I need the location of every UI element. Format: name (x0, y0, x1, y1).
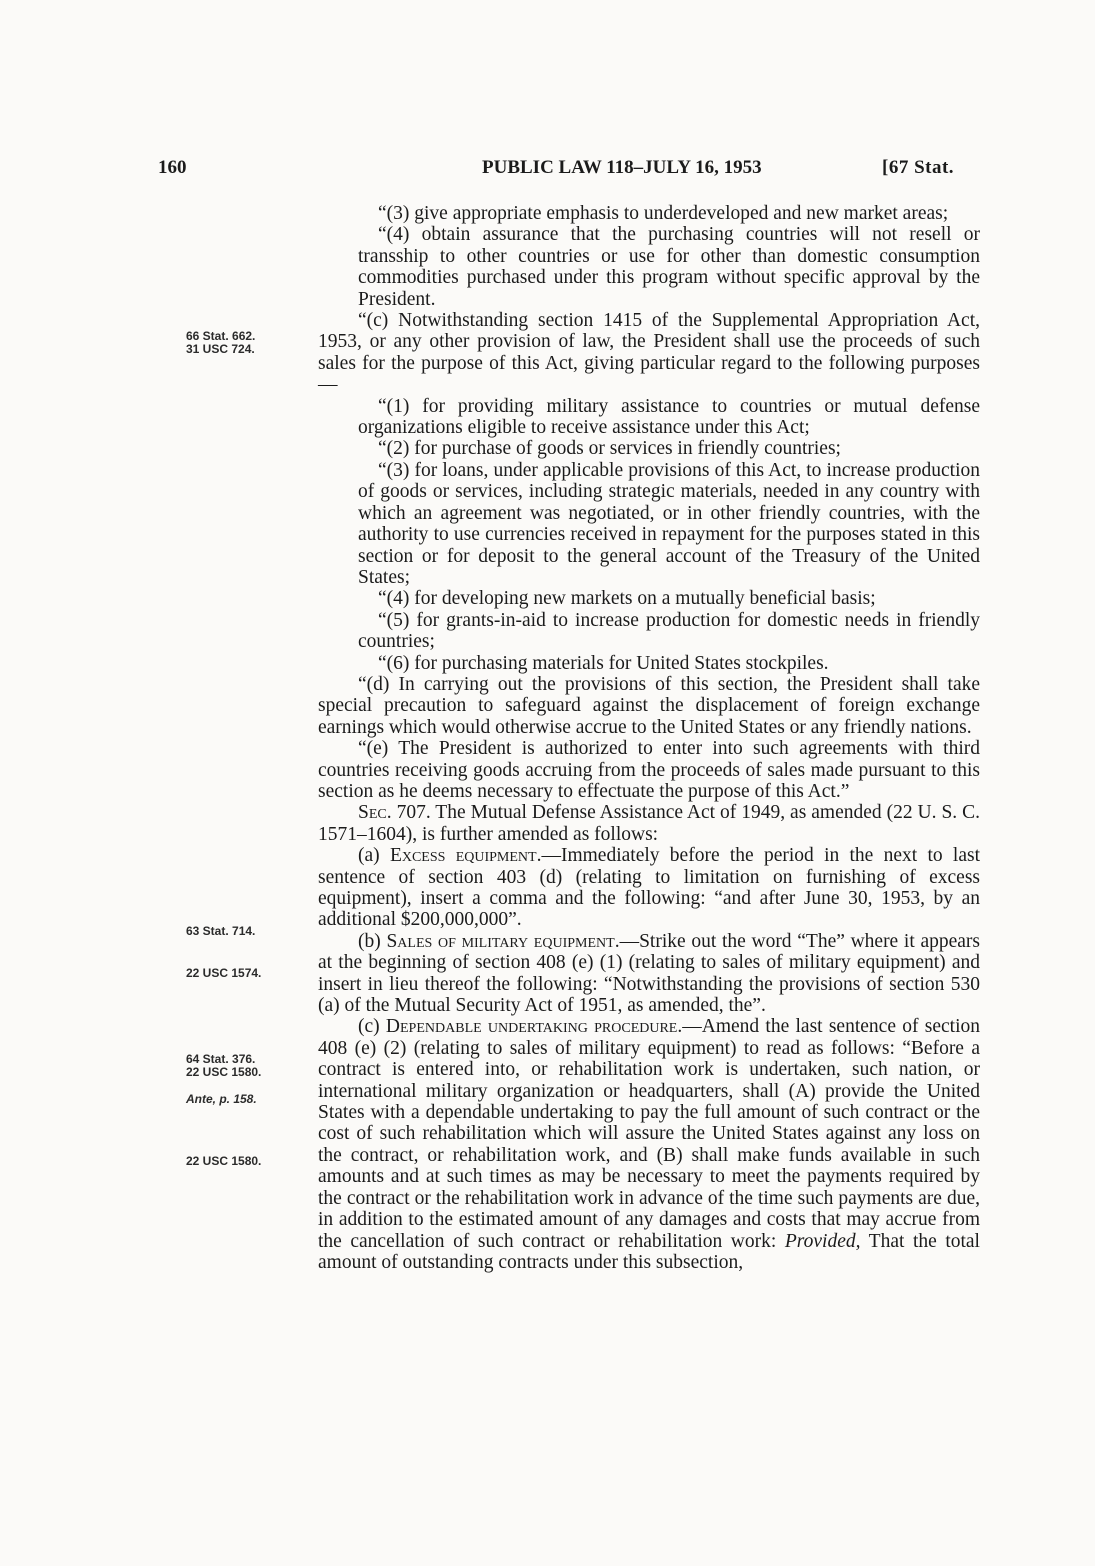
margin-note: Ante, p. 158. (186, 1092, 257, 1106)
margin-note: 66 Stat. 662. 31 USC 724. (186, 329, 256, 356)
amendment-a: (a) Excess equipment.—Immediately before the period in the next to last sentence of section 403 (d) (relating to limitation on furnishing of excess equipment), insert a comma and the following: “and after June 30, 1953, by an additional $200,000,000”. (318, 845, 981, 931)
amendment-heading: Dependable undertaking procedure. (385, 1016, 683, 1038)
amendment-c: (c) Dependable undertaking procedure.—Amend the last sentence of section 408 (e) (2) (relating to sales of military equipment) to read as follows: “Before a contract is entered into, or rehabilitation work is undertaken, such nation, or international military organization or headquarters, shall (A) provide the United States with a dependable undertaking to pay the full amount of such contract or the cost of such rehabilitation which will assure the United States against any loss on the contract, or rehabilitation work, and (B) shall make funds available in such amounts and at such times as may be necessary to meet the payments required by the contract or the rehabilitation work in advance of the time such payments are due, in addition to the estimated amount of any damages and costs that may accrue from the cancellation of such contract or rehabilitation work: Provided, That the total amount of outstanding contracts under this subsection, (318, 1016, 980, 1273)
statute-reference: [67 Stat. (882, 157, 955, 178)
subsection-e: “(e) The President is authorized to enter into such agreements with third countries receiving goods accruing from the proceeds of sales made pursuant to this section as he deems necessary to effectuate the purpose of this Act.” (318, 738, 980, 802)
purpose-6: “(6) for purchasing materials for United States stockpiles. (378, 652, 829, 674)
margin-note: 64 Stat. 376. 22 USC 1580. (186, 1052, 262, 1079)
amendment-heading: Excess equipment. (389, 845, 542, 867)
clause-b3: “(3) give appropriate emphasis to underdeveloped and new market areas; (378, 203, 949, 224)
section-707: Sec. 707. The Mutual Defense Assistance Act of 1949, as amended (22 U. S. C. 1571–1604), is further amended as follows: (318, 802, 980, 845)
purpose-5: “(5) for grants-in-aid to increase production for domestic needs in friendly countries; (358, 609, 980, 653)
page-header (0, 157, 1095, 187)
margin-note: 22 USC 1574. (186, 966, 262, 980)
subsection-c: “(c) Notwithstanding section 1415 of the Supplemental Appropriation Act, 1953, or any other provision of law, the President shall use the proceeds of such sales for the purpose of this Act, giving particular regard to the following purposes— (318, 310, 980, 396)
section-label: Sec. (358, 802, 392, 824)
amendment-heading: Sales of military equipment. (386, 930, 620, 952)
subsection-d: “(d) In carrying out the provisions of this section, the President shall take special precaution to safeguard against the displacement of foreign exchange earnings which would otherwise accrue to the United States or any friendly nations. (318, 673, 980, 738)
running-title: PUBLIC LAW 118–JULY 16, 1953 (482, 157, 762, 178)
page-number: 160 (158, 157, 187, 178)
margin-note: 63 Stat. 714. (186, 924, 256, 938)
clause-b4: “(4) obtain assurance that the purchasing countries will not resell or transship to other countries or use for other than domestic consumption commodities purchased under this program without specific approval by the President. (358, 224, 980, 310)
purpose-3: “(3) for loans, under applicable provisions of this Act, to increase production of goods or services, including strategic materials, needed in any country with which an agreement was negotiated, or in other friendly countries, with the authority to use currencies received in repayment for the purposes stated in this section or for deposit to the general account of the Treasury of the United States; (358, 459, 980, 588)
body-text (318, 203, 980, 1273)
amendment-b: (b) Sales of military equipment.—Strike out the word “The” where it appears at the beginning of section 408 (e) (1) (relating to sales of military equipment) and insert in lieu thereof the following: “Notwithstanding the provisions of section 530 (a) of the Mutual Security Act of 1951, as amended, the”. (318, 930, 980, 1017)
margin-note: 22 USC 1580. (186, 1154, 262, 1168)
provided-proviso: Provided, (784, 1230, 861, 1252)
purpose-2: “(2) for purchase of goods or services in friendly countries; (378, 438, 841, 460)
purpose-4: “(4) for developing new markets on a mutually beneficial basis; (378, 588, 876, 610)
purpose-1: “(1) for providing military assistance to countries or mutual defense organizations eligible to receive assistance under this Act; (358, 395, 980, 439)
